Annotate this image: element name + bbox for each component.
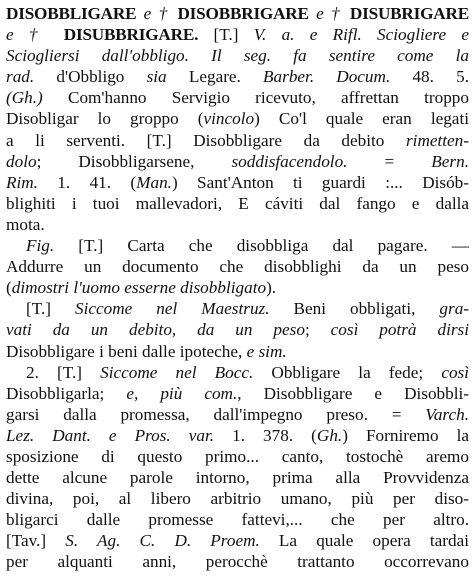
- entry-text: Addurre un documento che disobblighi da un peso: [6, 257, 469, 277]
- entry-text: a li serventi. [T.] Disobbligare da debito: [6, 130, 406, 150]
- entry-text: [Tav.]: [6, 531, 66, 551]
- entry-line: [6, 87, 469, 108]
- entry-text: e sim.: [246, 341, 287, 361]
- entry-text: e †: [6, 25, 64, 45]
- entry-text: Barber. Docum.: [263, 67, 391, 87]
- entry-text: ) Co'l quale eran legati: [254, 109, 469, 129]
- entry-text: (: [6, 278, 12, 298]
- entry-text: per alquanti anni, perocchè trattanto occorrevano: [6, 552, 469, 572]
- entry-text: così potrà dirsi: [330, 320, 469, 340]
- entry-line: [6, 530, 469, 551]
- entry-text: così: [441, 362, 469, 382]
- entry-text: dolo: [6, 151, 37, 171]
- entry-line: [6, 404, 469, 425]
- entry-text: [T.]: [198, 25, 254, 45]
- entry-line: [6, 130, 469, 151]
- entry-line: [6, 488, 469, 509]
- entry-line: [6, 341, 469, 362]
- entry-text: Disobbligare e Disobbli-: [241, 383, 469, 403]
- entry-text: ) Sant'Anton ti guardi :... Disób-: [171, 172, 469, 192]
- entry-text: Siccome nel Maestruz.: [74, 299, 270, 319]
- entry-text: gra-: [439, 299, 469, 319]
- entry-text: blighiti i tuoi mallevadori, E cáviti dal fango e dalla: [6, 193, 469, 213]
- entry-text: Siccome nel Bocc.: [100, 362, 254, 382]
- entry-text: rimetten-: [405, 130, 469, 150]
- entry-line: [6, 108, 469, 129]
- entry-text: Man.: [136, 172, 172, 192]
- headword: DISUBRIGARE: [349, 4, 469, 23]
- entry-line: [6, 425, 469, 446]
- entry-line: [6, 256, 469, 277]
- entry-text: Com'hanno Servigio ricevuto, affrettan troppo: [42, 88, 469, 108]
- entry-text: V. a. e Rifl. Sciogliere e: [253, 25, 469, 45]
- headword: DISOBBRIGARE: [177, 4, 309, 23]
- entry-line: [6, 66, 469, 87]
- entry-line: [6, 319, 469, 340]
- entry-line: [6, 172, 469, 193]
- entry-text: 1. 378. (: [214, 425, 317, 445]
- entry-line: [6, 235, 469, 256]
- entry-text: divina, poi, al libero arbitrio umano, più per diso-: [6, 489, 469, 509]
- entry-text: Rim.: [6, 172, 38, 192]
- entry-line: [6, 24, 469, 45]
- entry-text: bligarci dalle promesse fattevi,... che per altro.: [6, 510, 469, 530]
- entry-text: mota.: [6, 214, 45, 234]
- entry-text: 48. 5.: [390, 67, 469, 87]
- headword: DISOBBLIGARE: [6, 4, 137, 23]
- entry-line: [6, 362, 469, 383]
- entry-text: Gh.: [316, 425, 343, 445]
- entry-line: [6, 298, 469, 319]
- entry-text: ) Forniremo la: [342, 425, 469, 445]
- entry-line: [6, 3, 469, 24]
- entry-text: (Gh.): [6, 88, 43, 108]
- entry-line: [6, 45, 469, 66]
- entry-text: vati da un debito, da un peso: [6, 320, 305, 340]
- entry-text: Varch.: [425, 404, 469, 424]
- entry-line: [6, 467, 469, 488]
- entry-text: La quale opera tardai: [259, 531, 469, 551]
- entry-text: sia: [146, 67, 167, 87]
- entry-text: Disobbligarla;: [6, 383, 127, 403]
- entry-text: 1. 41. (: [37, 172, 137, 192]
- entry-text: soddisfacendolo.: [231, 151, 348, 171]
- entry-text: e †: [136, 4, 178, 23]
- entry-text: Disobligar lo groppo (: [6, 109, 204, 129]
- entry-text: ).: [266, 278, 277, 298]
- entry-text: Obbligare la fede;: [253, 362, 442, 382]
- entry-line: [6, 551, 469, 572]
- entry-text: e, più com.,: [126, 383, 242, 403]
- entry-text: Fig.: [26, 236, 55, 256]
- entry-text: ;: [304, 320, 331, 340]
- headword: DISUBBRIGARE.: [63, 25, 199, 45]
- entry-line: [6, 383, 469, 404]
- entry-text: 2. [T.]: [26, 362, 101, 382]
- entry-line: [6, 214, 469, 235]
- entry-text: e †: [308, 4, 350, 23]
- entry-text: Sciogliersi dall'obbligo. Il seg. fa sentire come la: [6, 46, 469, 66]
- entry-text: S. Ag. C. D. Proem.: [65, 531, 260, 551]
- entry-text: Lez. Dant. e Pros. var.: [6, 425, 215, 445]
- entry-line: [6, 151, 469, 172]
- entry-line: [6, 277, 469, 298]
- entry-text: sposizione di questo primo... canto, tostochè aremo: [6, 446, 469, 466]
- entry-text: dette alcune parole intorno, prima alla Provvidenza: [6, 468, 469, 488]
- entry-line: [6, 193, 469, 214]
- entry-text: rad.: [6, 67, 35, 87]
- entry-text: =: [347, 151, 432, 171]
- entry-text: [T.]: [26, 299, 75, 319]
- entry-text: Beni obbligati,: [269, 299, 440, 319]
- entry-text: [T.] Carta che disobbliga dal pagare. —: [54, 236, 469, 256]
- entry-line: [6, 509, 469, 530]
- entry-text: Bern.: [431, 151, 469, 171]
- entry-text: Disobbligare i beni dalle ipoteche,: [6, 341, 247, 361]
- entry-text: vincolo: [203, 109, 255, 129]
- entry-text: ; Disobbligarsene,: [36, 151, 232, 171]
- entry-text: d'Obbligo: [34, 67, 147, 87]
- entry-line: [6, 446, 469, 467]
- entry-text: Legare.: [166, 67, 264, 87]
- entry-text: dimostri l'uomo esserne disobbligato: [11, 278, 267, 298]
- entry-text: garsi dalla promessa, dall'impegno preso. =: [6, 404, 426, 424]
